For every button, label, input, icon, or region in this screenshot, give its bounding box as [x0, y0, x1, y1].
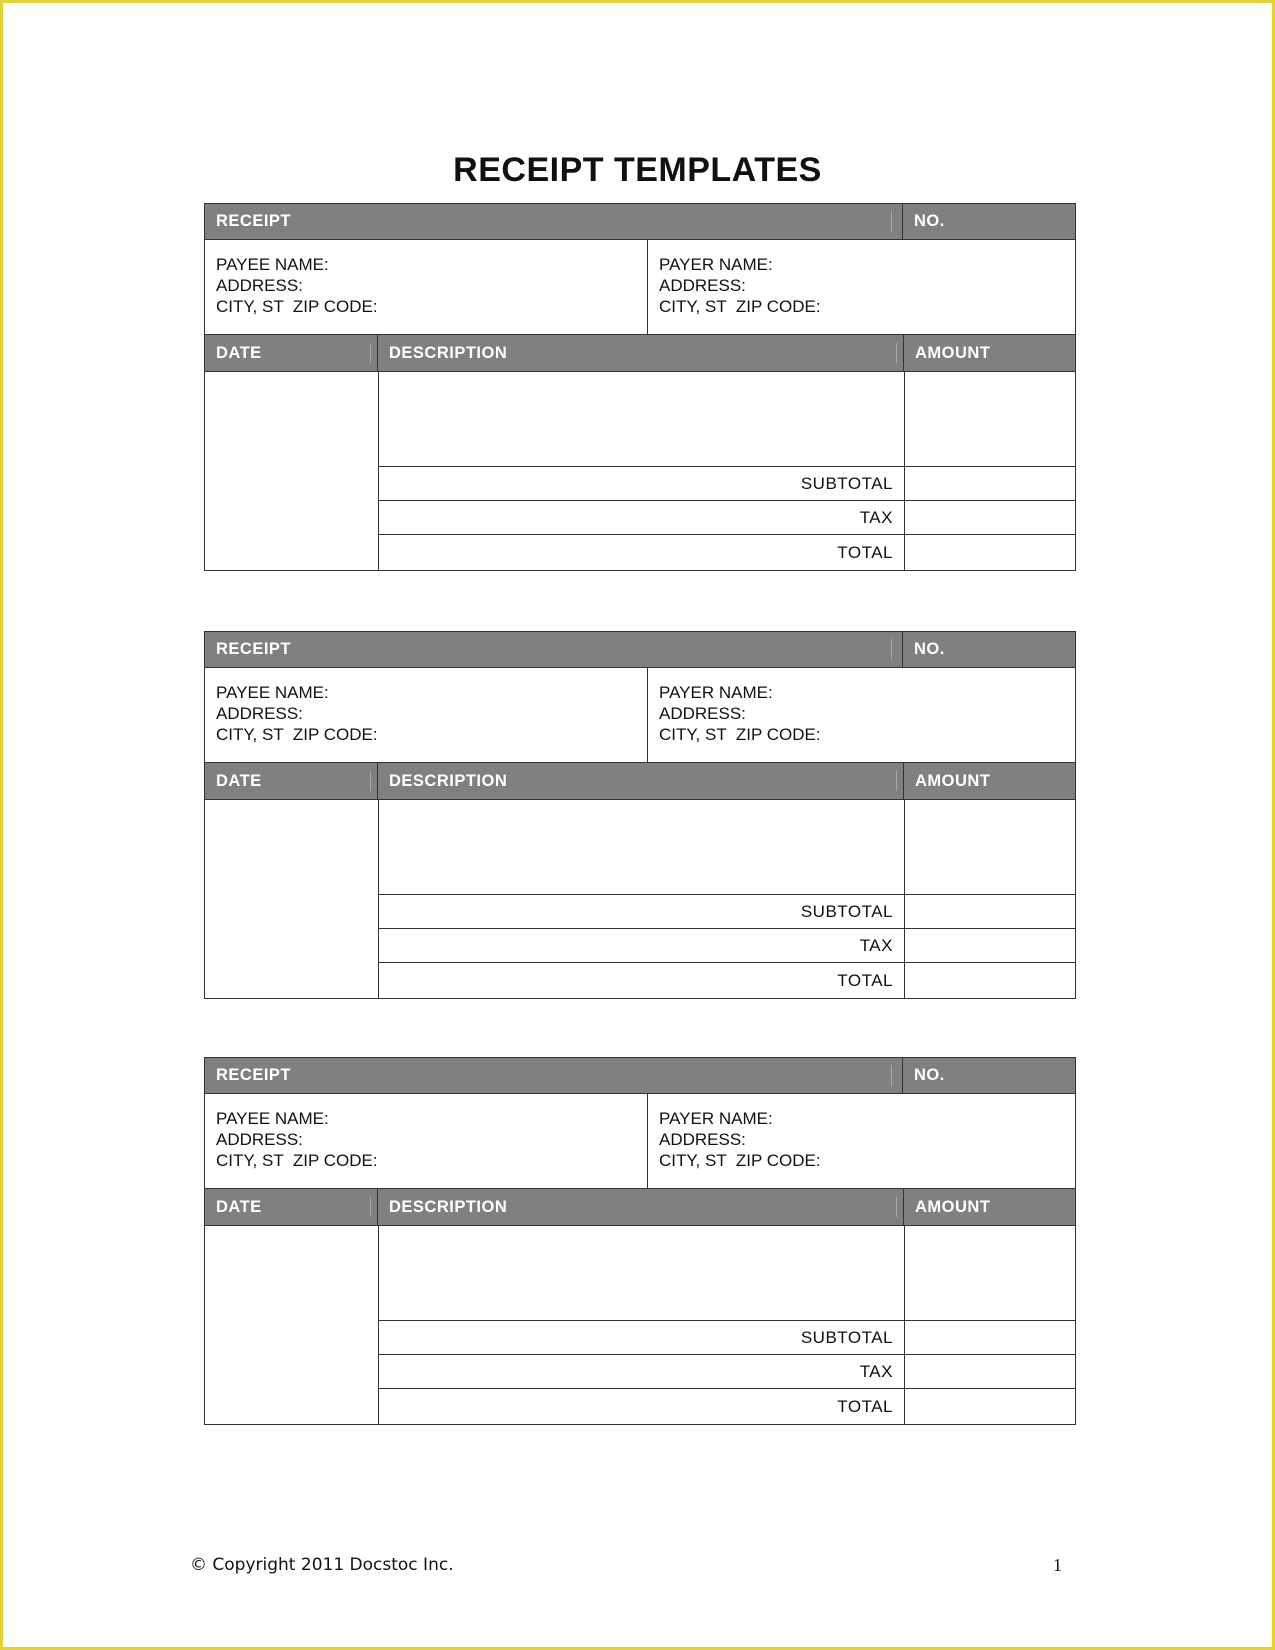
payer-address-label: ADDRESS:	[659, 276, 746, 295]
payee-block	[205, 240, 648, 334]
receipt-label: RECEIPT	[205, 1058, 902, 1093]
description-field[interactable]	[379, 1226, 905, 1320]
payer-name-label: PAYER NAME:	[659, 683, 773, 702]
payee-city-label: CITY, ST ZIP CODE:	[216, 1151, 378, 1170]
parties-section	[205, 668, 1075, 763]
payee-city-label: CITY, ST ZIP CODE:	[216, 725, 378, 744]
tax-field[interactable]	[905, 1355, 1075, 1388]
receipt-number-label: NO.	[902, 632, 1075, 667]
payee-address-label: ADDRESS:	[216, 276, 303, 295]
date-field[interactable]	[205, 372, 379, 570]
payer-city-label: CITY, ST ZIP CODE:	[659, 1151, 821, 1170]
receipt-form-1	[204, 203, 1076, 571]
receipt-number-label: NO.	[902, 1058, 1075, 1093]
subtotal-field[interactable]	[905, 895, 1075, 928]
total-label: TOTAL	[379, 963, 905, 998]
payer-address-label: ADDRESS:	[659, 704, 746, 723]
payee-address-label: ADDRESS:	[216, 1130, 303, 1149]
payee-address-label: ADDRESS:	[216, 704, 303, 723]
subtotal-label: SUBTOTAL	[379, 467, 905, 500]
date-column-header: DATE	[205, 335, 378, 371]
amount-field[interactable]	[905, 1226, 1075, 1320]
column-header	[205, 1189, 1075, 1226]
payer-name-label: PAYER NAME:	[659, 255, 773, 274]
description-field[interactable]	[379, 800, 905, 894]
subtotal-field[interactable]	[905, 1321, 1075, 1354]
date-column-header: DATE	[205, 763, 378, 799]
subtotal-label: SUBTOTAL	[379, 895, 905, 928]
description-column-header: DESCRIPTION	[378, 335, 904, 371]
description-column-header: DESCRIPTION	[378, 1189, 904, 1225]
copyright-notice: © Copyright 2011 Docstoc Inc.	[190, 1555, 454, 1575]
document-title: RECEIPT TEMPLATES	[453, 151, 822, 189]
description-column-header: DESCRIPTION	[378, 763, 904, 799]
receipt-label: RECEIPT	[205, 204, 902, 239]
payee-block	[205, 1094, 648, 1188]
tax-label: TAX	[379, 501, 905, 534]
amount-field[interactable]	[905, 800, 1075, 894]
receipt-body	[205, 800, 1075, 998]
subtotal-label: SUBTOTAL	[379, 1321, 905, 1354]
receipt-body	[205, 372, 1075, 570]
payer-name-label: PAYER NAME:	[659, 1109, 773, 1128]
payer-block	[648, 668, 1075, 762]
amount-field[interactable]	[905, 372, 1075, 466]
parties-section	[205, 240, 1075, 335]
receipt-header	[205, 1058, 1075, 1094]
date-field[interactable]	[205, 1226, 379, 1424]
tax-field[interactable]	[905, 929, 1075, 962]
receipt-form-3	[204, 1057, 1076, 1425]
column-header	[205, 335, 1075, 372]
tax-label: TAX	[379, 1355, 905, 1388]
payee-block	[205, 668, 648, 762]
receipt-header	[205, 632, 1075, 668]
payee-name-label: PAYEE NAME:	[216, 683, 329, 702]
amount-column-header: AMOUNT	[915, 771, 991, 790]
amount-column-header: AMOUNT	[915, 1197, 991, 1216]
tax-label: TAX	[379, 929, 905, 962]
tax-field[interactable]	[905, 501, 1075, 534]
total-field[interactable]	[905, 535, 1075, 570]
payee-name-label: PAYEE NAME:	[216, 255, 329, 274]
total-label: TOTAL	[379, 1389, 905, 1424]
receipt-form-2	[204, 631, 1076, 999]
receipt-header	[205, 204, 1075, 240]
payee-name-label: PAYEE NAME:	[216, 1109, 329, 1128]
payer-address-label: ADDRESS:	[659, 1130, 746, 1149]
total-field[interactable]	[905, 1389, 1075, 1424]
amount-column-header: AMOUNT	[915, 343, 991, 362]
payer-city-label: CITY, ST ZIP CODE:	[659, 725, 821, 744]
parties-section	[205, 1094, 1075, 1189]
receipt-number-label: NO.	[902, 204, 1075, 239]
payer-block	[648, 240, 1075, 334]
payee-city-label: CITY, ST ZIP CODE:	[216, 297, 378, 316]
date-field[interactable]	[205, 800, 379, 998]
payer-block	[648, 1094, 1075, 1188]
description-field[interactable]	[379, 372, 905, 466]
page-number: 1	[1053, 1555, 1062, 1575]
payer-city-label: CITY, ST ZIP CODE:	[659, 297, 821, 316]
receipt-label: RECEIPT	[205, 632, 902, 667]
column-header	[205, 763, 1075, 800]
receipt-body	[205, 1226, 1075, 1424]
subtotal-field[interactable]	[905, 467, 1075, 500]
total-field[interactable]	[905, 963, 1075, 998]
total-label: TOTAL	[379, 535, 905, 570]
date-column-header: DATE	[205, 1189, 378, 1225]
